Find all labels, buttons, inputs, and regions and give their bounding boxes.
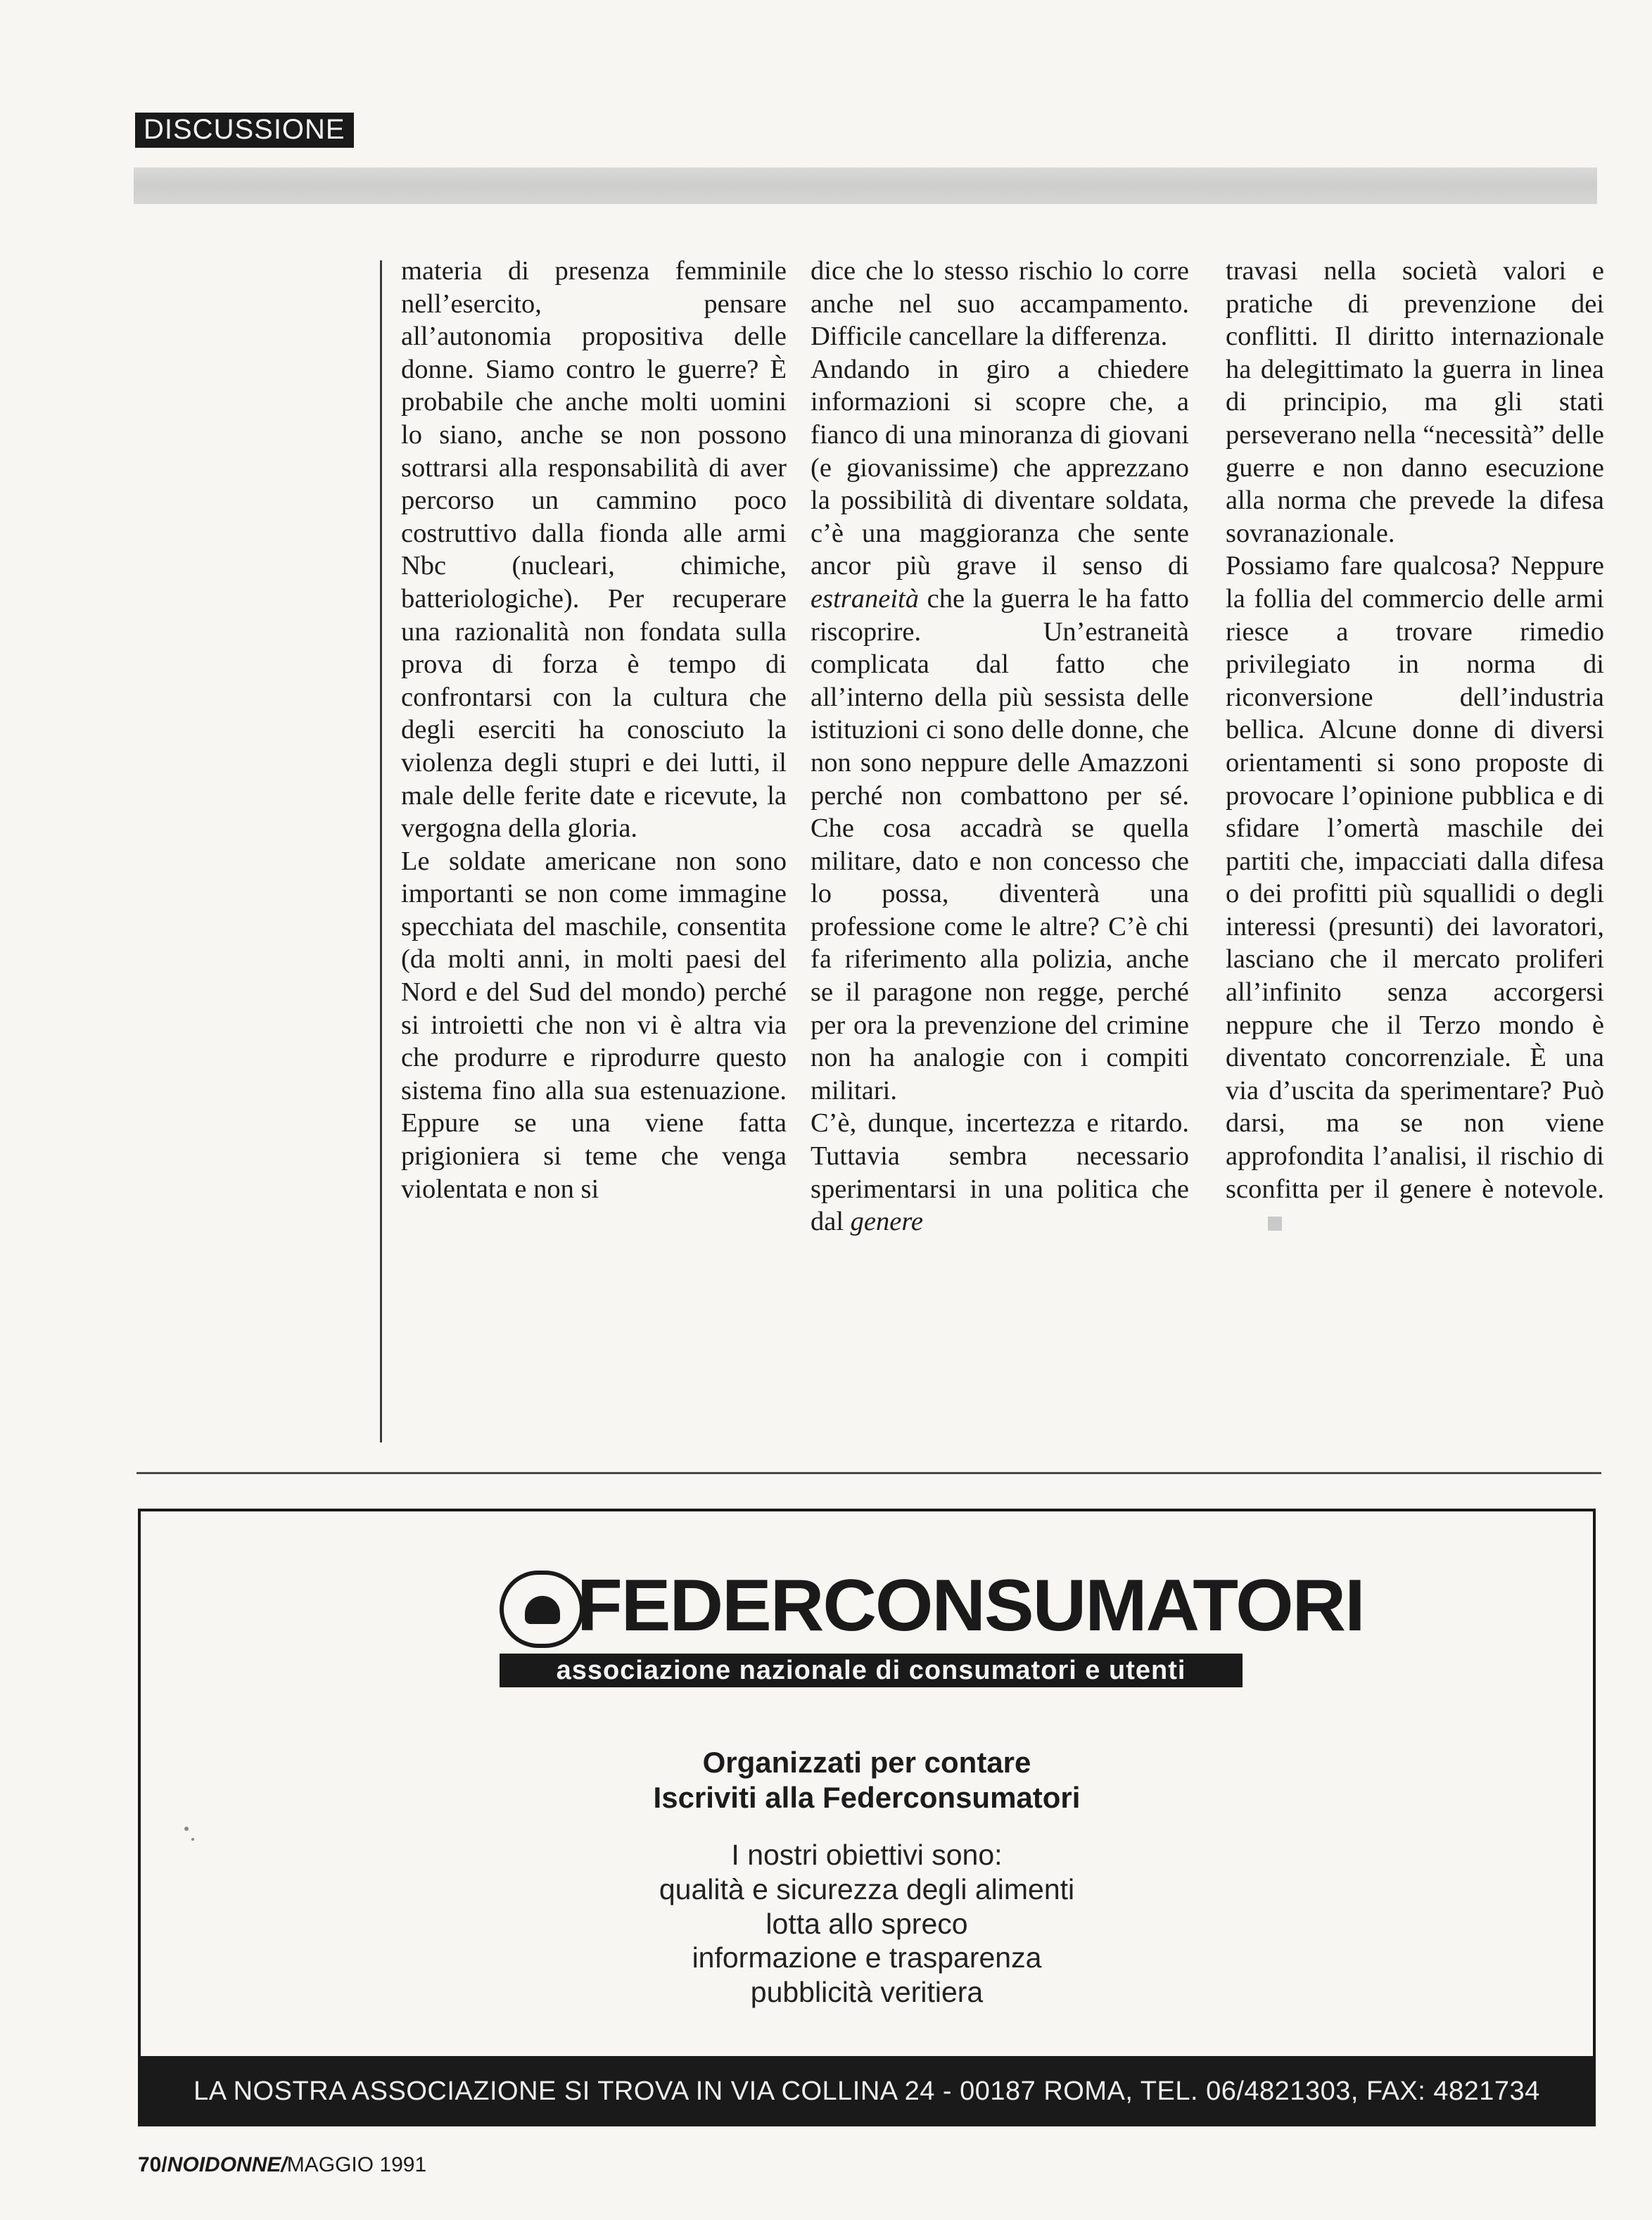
logo-emblem-icon <box>500 1571 584 1648</box>
emphasis: estraneità <box>811 583 919 614</box>
page-footer <box>138 2153 426 2177</box>
ad-goals-list <box>138 1872 1596 2009</box>
ad-goals-intro: I nostri obiettivi sono: <box>731 1839 1003 1871</box>
list-item: informazione e trasparenza <box>692 1941 1042 1974</box>
logo-tagline: associazione nazionale di consumatori e utenti <box>500 1654 1243 1687</box>
article-column-1 <box>401 255 787 1205</box>
list-item: qualità e sicurezza degli alimenti <box>659 1873 1075 1905</box>
federconsumatori-logo <box>500 1565 1364 1690</box>
article-column-3 <box>1226 255 1604 1238</box>
ad-subheadline: Iscriviti alla Federconsumatori <box>653 1781 1081 1814</box>
paragraph <box>811 353 1189 1108</box>
ad-headline: Organizzati per contare <box>702 1746 1031 1779</box>
header-band <box>134 167 1597 204</box>
divider <box>136 1472 1601 1474</box>
article-column-2 <box>811 255 1189 1238</box>
magazine-name: NOIDONNE/ <box>167 2153 287 2176</box>
paragraph: Le soldate americane non sono importanti se non come immagine specchiata del maschile, consentita (da molti anni, in molti paesi del Nord e del Sud del mondo) perché si introietti che non vi è altra via che produrre e riprodurre questo sistema fino alla sua estenuazione. Eppure se una viene fatta prigioniera si teme che venga violentata e non si <box>401 846 787 1204</box>
end-of-article-icon <box>1268 1217 1282 1231</box>
scan-speck <box>184 1827 189 1831</box>
scan-speck <box>191 1838 194 1841</box>
paragraph: dice che lo stesso rischio lo corre anche nel suo accampamento. Difficile cancellare la differenza. <box>811 256 1189 352</box>
text-run: che la guerra le ha fatto riscoprire. Un’estraneità complicata dal fatto che all’interno della più sessista delle istituzioni ci sono delle donne, che non sono neppure delle Amazzoni perché non combattono per sé. Che cosa accadrà se quella militare, dato e non concesso che lo possa, diventerà una professione come le altre? C’è chi fa riferimento alla polizia, anche se il paragone non regge, perché per ora la prevenzione del crimine non ha analogie con i compiti militari. <box>811 583 1189 1105</box>
page-number: 70/ <box>138 2153 167 2176</box>
list-item: pubblicità veritiera <box>750 1975 984 2008</box>
emphasis: genere <box>850 1207 923 1237</box>
text-run: Possiamo fare qualcosa? Neppure la follia del commercio delle armi riesce a trovare rimedio privilegiato in norma di riconversione dell’industria bellica. Alcune donne di diversi orientamenti si sono proposte di provocare l’opinione pubblica e di sfidare l’omertà maschile dei partiti che, impacciati dalla difesa o dei profitti più squallidi o degli interessi (presunti) dei lavoratori, lasciano che il mercato proliferi all’infinito senza accorgersi neppure che il Terzo mondo è diventato concorrenziale. È una via d’uscita da sperimentare? Può darsi, ma se non viene approfondita l’analisi, il rischio di sconfitta per il genere è notevole. <box>1226 551 1604 1204</box>
paragraph <box>1226 550 1604 1238</box>
paragraph: materia di presenza femminile nell’esercito, pensare all’autonomia propositiva delle donne. Siamo contro le guerre? È probabile che anche molti uomini lo siano, anche se non possono sottrarsi alla responsabilità di aver percorso un cammino poco costruttivo dalla fionda alle armi Nbc (nucleari, chimiche, batteriologiche). Per recuperare una razionalità non fondata sulla prova di forza è tempo di confrontarsi con la cultura che degli eserciti ha conosciuto la violenza degli stupri e dei lutti, il male delle ferite date e ricevute, la vergogna della gloria. <box>401 256 787 844</box>
list-item: lotta allo spreco <box>765 1907 968 1940</box>
column-rule <box>380 260 382 1442</box>
text-run: Andando in giro a chiedere informazioni si scopre che, a fianco di una minoranza di giovani (e giovanissime) che apprezzano la possibilità di diventare soldata, c’è una maggioranza che sente ancor più grave il senso di <box>811 354 1189 581</box>
paragraph: travasi nella società valori e pratiche di prevenzione dei conflitti. Il diritto internazionale ha delegittimato la guerra in linea di principio, ma gli stati perseverano nella “necessità” delle guerre e non danno esecuzione alla norma che prevede la difesa sovranazionale. <box>1226 256 1604 548</box>
issue-date: MAGGIO 1991 <box>286 2153 427 2176</box>
ad-address-bar: LA NOSTRA ASSOCIAZIONE SI TROVA IN VIA COLLINA 24 - 00187 ROMA, TEL. 06/4821303, FAX: 4821734 <box>138 2056 1596 2126</box>
text-run: C’è, dunque, incertezza e ritardo. Tuttavia sembra necessario sperimentarsi in una politica che dal <box>811 1108 1189 1237</box>
paragraph <box>811 1107 1189 1238</box>
section-tag: DISCUSSIONE <box>135 113 354 148</box>
logo-wordmark: FEDERCONSUMATORI <box>577 1565 1364 1647</box>
